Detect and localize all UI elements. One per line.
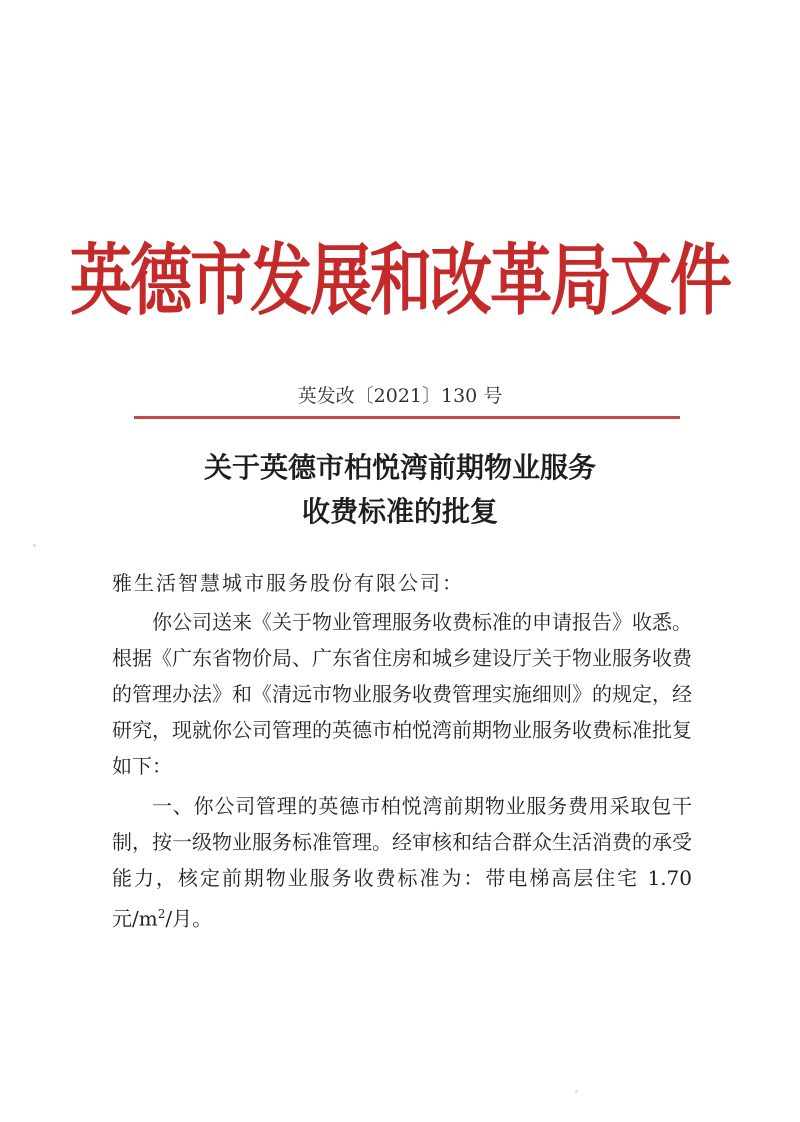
document-body bbox=[112, 604, 692, 937]
paragraph-2 bbox=[112, 788, 692, 937]
paragraph-2-end: /月。 bbox=[165, 906, 213, 931]
document-number: 英发改〔2021〕130 号 bbox=[297, 385, 503, 407]
addressee: 雅生活智慧城市服务股份有限公司： bbox=[112, 571, 464, 595]
masthead-title: 英德市发展和改革局文件 bbox=[69, 234, 730, 326]
paragraph-1: 你公司送来《关于物业管理服务收费标准的申请报告》收悉。根据《广东省物价局、广东省住房和城乡建设厅关于物业服务收费的管理办法》和《清远市物业服务收费管理实施细则》的规定，经研究，现就你公司管理的英德市柏悦湾前期物业服务收费标准批复如下： bbox=[112, 610, 692, 778]
title-line-1: 关于英德市柏悦湾前期物业服务 bbox=[203, 451, 596, 484]
red-divider-line bbox=[134, 416, 680, 419]
paragraph-2-text: 一、你公司管理的英德市柏悦湾前期物业服务费用采取包干制，按一级物业服务标准管理。经审核和结合群众生活消费的承受能力，核定前期物业服务收费标准为：带电梯高层住宅 1.70 元/m bbox=[112, 794, 692, 931]
document-title bbox=[0, 446, 800, 534]
superscript-2: 2 bbox=[157, 907, 166, 921]
title-line-2: 收费标准的批复 bbox=[301, 495, 498, 528]
scan-speck bbox=[33, 544, 36, 547]
scan-speck bbox=[575, 1090, 578, 1093]
